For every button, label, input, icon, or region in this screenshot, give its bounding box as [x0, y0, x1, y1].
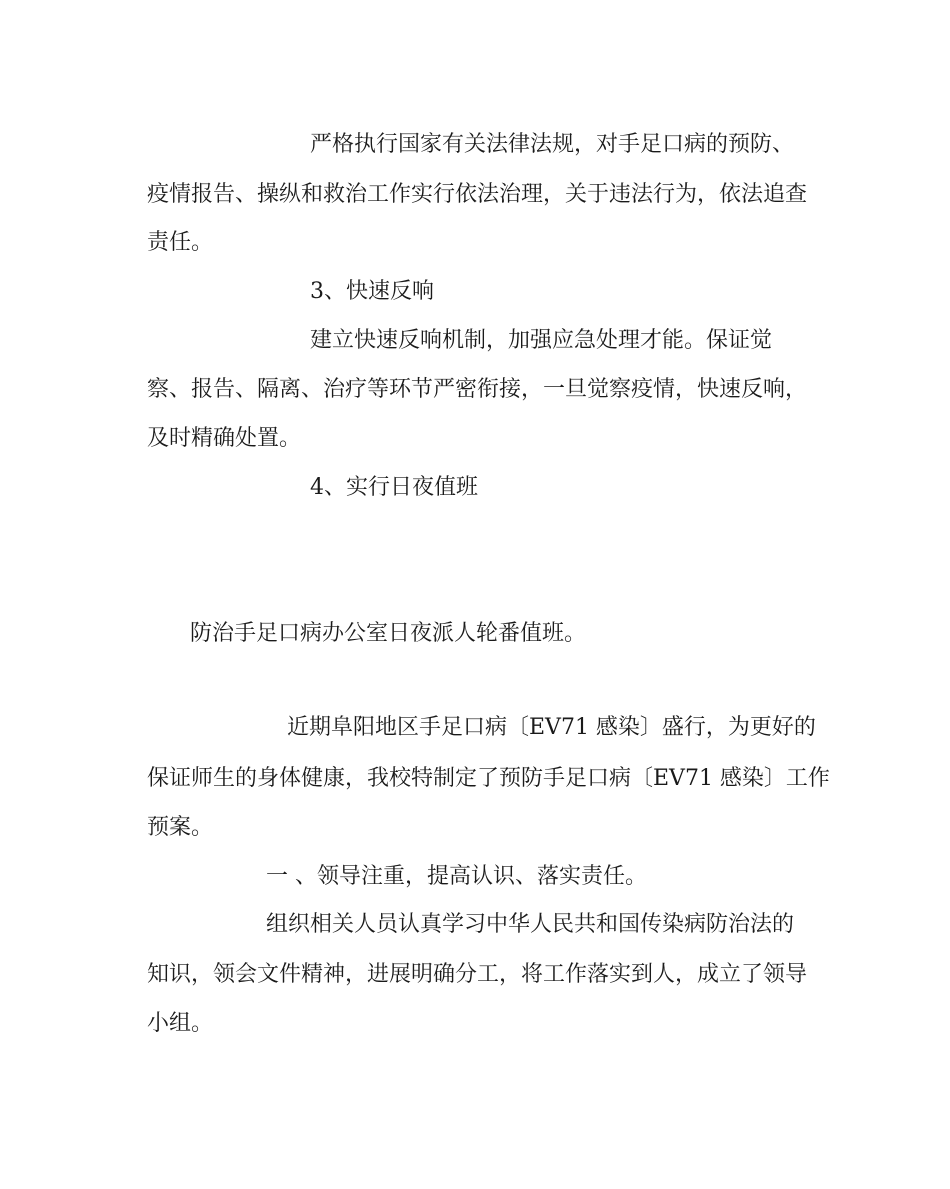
text-line: 察、报告、隔离、治疗等环节严密衔接，一旦觉察疫情，快速反响， — [147, 377, 808, 402]
text-line: 近期阜阳地区手足口病〔EV71 感染〕盛行，为更好的 — [287, 715, 816, 740]
text-line: 严格执行国家有关法律法规，对手足口病的预防、 — [310, 132, 795, 157]
section-heading: 3、快速反响 — [310, 279, 434, 304]
section-heading: 4、实行日夜值班 — [310, 475, 478, 500]
text-line: 及时精确处置。 — [147, 426, 302, 451]
text-line: 小组。 — [147, 1011, 214, 1036]
text-line: 保证师生的身体健康，我校特制定了预防手足口病〔EV71 感染〕工作 — [147, 766, 830, 791]
text-line: 预案。 — [147, 815, 214, 840]
text-line: 组织相关人员认真学习中华人民共和国传染病防治法的 — [266, 912, 795, 937]
section-heading: 一 、领导注重，提高认识、落实责任。 — [266, 864, 647, 889]
text-line: 责任。 — [147, 230, 214, 255]
text-line: 建立快速反响机制，加强应急处理才能。保证觉 — [310, 328, 773, 353]
text-line: 知识，领会文件精神，进展明确分工，将工作落实到人，成立了领导 — [147, 962, 808, 987]
text-line: 疫情报告、操纵和救治工作实行依法治理，关于违法行为，依法追查 — [147, 182, 808, 207]
text-line: 防治手足口病办公室日夜派人轮番值班。 — [190, 621, 587, 646]
